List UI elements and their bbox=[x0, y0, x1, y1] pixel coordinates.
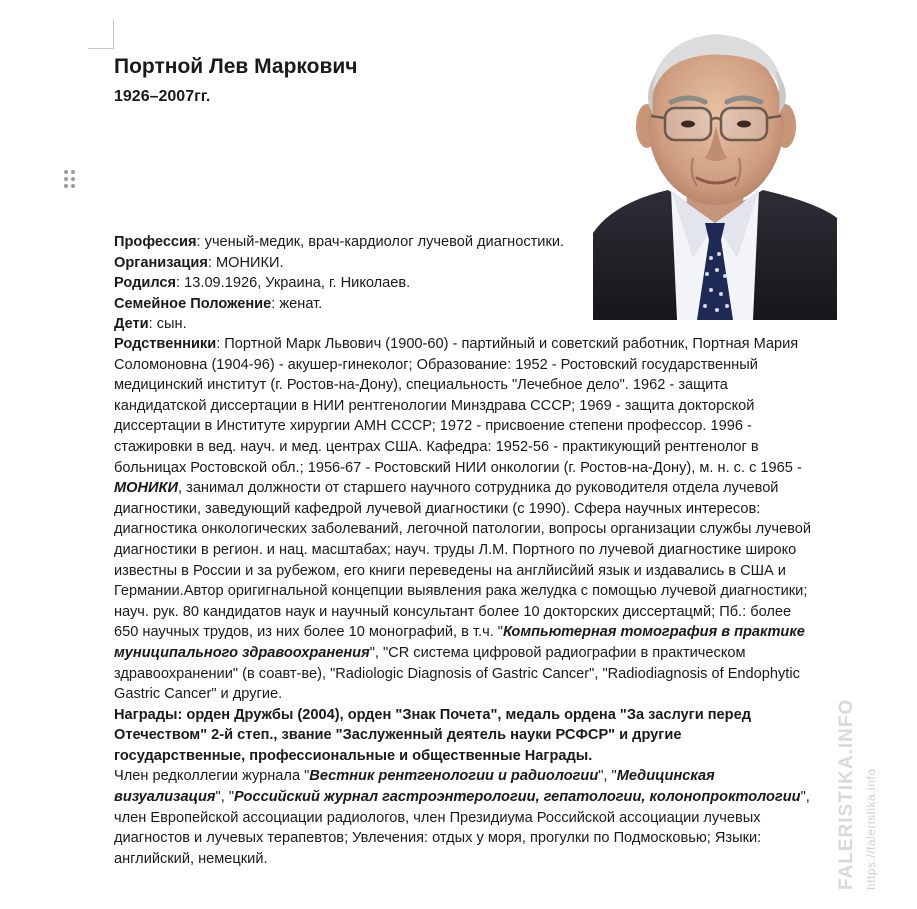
fact-organization bbox=[114, 253, 594, 274]
editorial-text: ", член Европейской ассоциации радиологов, член Президиума Российской ассоциации лучевых диагностов и лучевых терапевтов; Увлечения: отдых у моря, прогулки по Подмосковью; Языки: английский, немецкий. bbox=[114, 789, 810, 867]
journal-title: Вестник рентгенологии и радиологии bbox=[309, 768, 599, 785]
editorial-text: ", " bbox=[598, 768, 617, 785]
awards-paragraph: Награды: орден Дружбы (2004), орден "Знак Почета", медаль ордена "За заслуги перед Отечеством" 2-й степ., звание "Заслуженный деятель науки РСФСР" и другие государственные, профессиональные и общественные Награды. bbox=[114, 706, 751, 764]
editorial-text: Член редколлегии журнала " bbox=[114, 768, 310, 785]
biography-text: : Портной Марк Львович (1900-60) - партийный и советский работник, Портная Мария Соломоновна (1904-96) - акушер-гинеколог; Образование: 1952 - Ростовский государственный медицинский институт (г. Ростов-на-Дону), специальность "Лечебное дело". 1962 - защита кандидатской диссертации в НИИ рентгенологии Минздрава СССР; 1969 - защита докторской диссертации в Институте хирургии АМН СССР; 1972 - присвоение степени профессор. 1996 - стажировки в вед. науч. и мед. центрах США. Кафедра: 1952-56 - практикующий рентгенолог в больницах Ростовской обл.; 1956-67 - Ростовский НИИ онкологии (г. Ростов-на-Дону), м. н. с. с 1965 - bbox=[114, 336, 802, 476]
fact-label: Семейное Положение bbox=[114, 295, 272, 312]
fact-label: Родился bbox=[114, 275, 177, 292]
book-title: Компьютерная томография в практике муниципального здравоохранения bbox=[114, 624, 805, 661]
fact-born bbox=[114, 273, 594, 294]
fact-label: Профессия bbox=[114, 234, 197, 250]
moniki-emphasis: МОНИКИ bbox=[114, 480, 179, 497]
fact-label: Дети bbox=[114, 316, 149, 333]
fact-value: : МОНИКИ. bbox=[207, 254, 284, 271]
journal-title: Медицинская визуализация bbox=[114, 768, 715, 806]
fact-children bbox=[114, 314, 594, 335]
crop-mark-top-left-v bbox=[113, 20, 114, 49]
fact-profession bbox=[114, 232, 594, 253]
portrait-photo bbox=[593, 18, 837, 320]
watermark-main: FALERISTIKA.INFO bbox=[836, 698, 857, 890]
fact-value: : ученый-медик, врач-кардиолог лучевой диагностики. bbox=[196, 234, 565, 250]
editorial-paragraph bbox=[114, 766, 814, 869]
page-title: Портной Лев Маркович bbox=[114, 55, 358, 78]
biography-body bbox=[114, 334, 814, 869]
fact-value: : сын. bbox=[148, 316, 187, 333]
editorial-text: ", " bbox=[215, 789, 235, 806]
watermark-url: https://faleristika.info bbox=[864, 768, 878, 890]
life-years: 1926–2007гг. bbox=[114, 88, 211, 105]
journal-title: Российский журнал гастроэнтерологии, гепатологии, колонопроктологии bbox=[234, 789, 801, 806]
fact-value: : женат. bbox=[271, 295, 323, 312]
facts-list bbox=[114, 232, 594, 335]
biography-text: ", "CR система цифровой радиографии в практическом здравоохранении" (в соавт-ве), "Radiologic Diagnosis of Gastric Cancer", "Radiodiagnosis of Endophytic Gastric Cancer" и другие. bbox=[114, 644, 800, 703]
fact-value: : 13.09.1926, Украина, г. Николаев. bbox=[176, 275, 411, 292]
fact-label: Организация bbox=[114, 254, 208, 271]
relatives-label: Родственники bbox=[114, 336, 217, 352]
fact-marital-status bbox=[114, 294, 594, 315]
biography-text: , занимал должности от старшего научного сотрудника до руководителя отдела лучевой диагностики, заведующий кафедрой лучевой диагностики (с 1990). Сфера научных интересов: диагностика онкологических заболеваний, легочной патологии, вопросы организации службы лучевой диагностики в регион. и нац. масштабах; науч. труды Л.М. Портного по лучевой диагностике широко известны в России и за рубежом, его книги переведены на англйисйий язык и издавались в США и Германии.Автор оригигнальной концепции выявления рака желудка с помощью лучевой диагностики; науч. рук. 80 кандидатов наук и научный консультант более 10 докторских диссертацмй; Пб.: более 650 научных трудов, из них более 10 монографий, в т.ч. " bbox=[114, 480, 811, 641]
watermark bbox=[834, 700, 894, 890]
relatives-paragraph bbox=[114, 334, 814, 705]
drag-handle-icon[interactable] bbox=[64, 170, 76, 190]
crop-mark-top-left-h bbox=[88, 48, 114, 49]
